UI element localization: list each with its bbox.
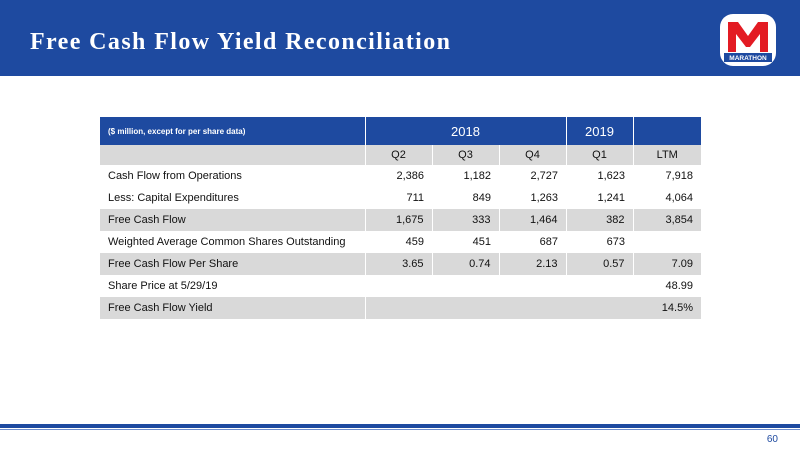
units-note: ($ million, except for per share data) [100, 117, 365, 145]
row-label: Free Cash Flow [100, 209, 365, 231]
header-bar [0, 0, 800, 76]
cell-value: 3,854 [633, 209, 701, 231]
table-row [100, 231, 701, 253]
col-header: Q2 [365, 145, 432, 165]
cell-value [633, 231, 701, 253]
cell-value: 3.65 [365, 253, 432, 275]
row-label: Free Cash Flow Per Share [100, 253, 365, 275]
row-label: Free Cash Flow Yield [100, 297, 365, 319]
row-label: Less: Capital Expenditures [108, 192, 239, 204]
cell-value: 0.74 [432, 253, 499, 275]
cell-value: 459 [405, 236, 424, 248]
cell-value: 849 [472, 192, 491, 204]
cell-value [566, 275, 633, 297]
cell-value [365, 275, 432, 297]
cell-value: 382 [566, 209, 633, 231]
cell-value: 1,263 [530, 192, 558, 204]
cell-value: 2.13 [499, 253, 566, 275]
marathon-logo [718, 12, 778, 68]
row-label: Cash Flow from Operations [108, 170, 242, 182]
year-2018-header: 2018 [365, 117, 566, 145]
cell-value: 1,464 [499, 209, 566, 231]
col-header: Q1 [566, 145, 633, 165]
cell-value [365, 297, 432, 319]
col-header: Q4 [499, 145, 566, 165]
footer-rule-thin [0, 429, 800, 430]
page-number: 60 [766, 434, 778, 445]
cell-value: 1,182 [463, 170, 491, 182]
cell-value: 2,727 [530, 170, 558, 182]
year-2019-header: 2019 [566, 117, 633, 145]
row-label: Weighted Average Common Shares Outstanding [108, 236, 346, 248]
cell-value: 687 [539, 236, 558, 248]
table-header-row [100, 117, 701, 145]
cell-value [499, 275, 566, 297]
cell-value [432, 275, 499, 297]
cell-value: 7.09 [633, 253, 701, 275]
cell-value: 711 [406, 192, 424, 204]
slide-title: Free Cash Flow Yield Reconciliation [30, 29, 452, 55]
cell-value: 48.99 [665, 280, 693, 292]
cell-value: 1,623 [597, 170, 625, 182]
table-row [100, 253, 701, 275]
cell-value: 4,064 [665, 192, 693, 204]
table-row [100, 275, 701, 297]
quarter-header-row [100, 145, 701, 165]
cell-value: 2,386 [396, 170, 424, 182]
ltm-blank-header [633, 117, 701, 145]
row-label: Share Price at 5/29/19 [108, 280, 218, 292]
table-row [100, 297, 701, 319]
col-header: LTM [633, 145, 701, 165]
col-header: Q3 [432, 145, 499, 165]
logo-text: MARATHON [729, 55, 767, 63]
cell-value: 14.5% [633, 297, 701, 319]
cell-value [566, 297, 633, 319]
reconciliation-table [100, 117, 701, 319]
cell-value: 1,241 [597, 192, 625, 204]
cell-value [499, 297, 566, 319]
cell-value: 333 [432, 209, 499, 231]
cell-value: 7,918 [665, 170, 693, 182]
cell-value: 673 [606, 236, 625, 248]
table-row [100, 187, 701, 209]
cell-value: 451 [472, 236, 491, 248]
cell-value [432, 297, 499, 319]
blank-header-cell [100, 145, 365, 165]
table-row [100, 209, 701, 231]
footer-rule [0, 424, 800, 428]
cell-value: 1,675 [365, 209, 432, 231]
cell-value: 0.57 [566, 253, 633, 275]
table-row [100, 165, 701, 187]
